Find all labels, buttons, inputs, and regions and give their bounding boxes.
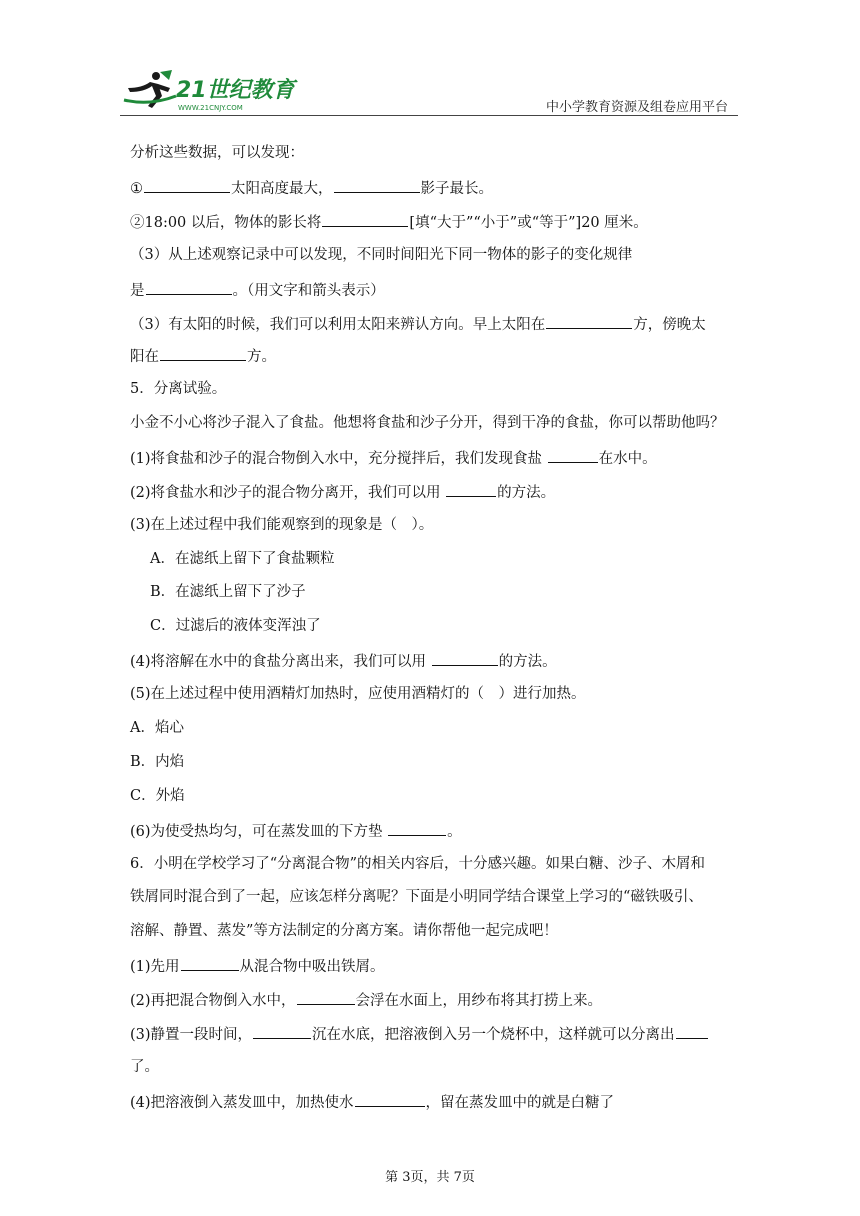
text-line: (2)再把混合物倒入水中， 会浮在水面上，用纱布将其打捞上来。 bbox=[130, 989, 602, 1011]
text-line: (2)将食盐水和沙子的混合物分离开，我们可以用 的方法。 bbox=[130, 481, 555, 503]
answer-blank[interactable] bbox=[388, 820, 446, 836]
platform-name: 中小学教育资源及组卷应用平台 bbox=[545, 100, 728, 115]
text-line: 溶解、静置、蒸发”等方法制定的分离方案。请你帮他一起完成吧！ bbox=[130, 923, 558, 939]
text-line: （3）有太阳的时候，我们可以利用太阳来辨认方向。早上太阳在 方，傍晚太 bbox=[130, 313, 706, 335]
text-line: (1)将食盐和沙子的混合物倒入水中，充分搅拌后，我们发现食盐 在水中。 bbox=[130, 447, 657, 469]
page-header bbox=[120, 66, 738, 116]
answer-blank[interactable] bbox=[334, 177, 420, 193]
answer-blank[interactable] bbox=[322, 211, 408, 227]
answer-blank[interactable] bbox=[297, 989, 355, 1005]
text-line: (1)先用 从混合物中吸出铁屑。 bbox=[130, 955, 385, 977]
text-line: ① 太阳高度最大， 影子最长。 bbox=[130, 177, 493, 199]
answer-blank[interactable] bbox=[160, 345, 246, 361]
text-line: 了。 bbox=[130, 1059, 159, 1075]
answer-blank[interactable] bbox=[146, 279, 232, 295]
text-line: (3)静置一段时间， 沉在水底，把溶液倒入另一个烧杯中，这样就可以分离出 bbox=[130, 1023, 709, 1045]
text-line: （3）从上述观察记录中可以发现，不同时间阳光下同一物体的影子的变化规律 bbox=[130, 247, 633, 263]
answer-blank[interactable] bbox=[181, 955, 239, 971]
text-line: 分析这些数据，可以发现： bbox=[130, 145, 304, 161]
text-line: 是 。（用文字和箭头表示） bbox=[130, 279, 385, 301]
logo-url: WWW.21CNJY.COM bbox=[178, 104, 243, 112]
text-line: (5)在上述过程中使用酒精灯加热时，应使用酒精灯的（ ）进行加热。 bbox=[130, 686, 586, 702]
text-line: 铁屑同时混合到了一起，应该怎样分离呢？下面是小明同学结合课堂上学习的“磁铁吸引、 bbox=[130, 889, 703, 905]
text-line: ②18:00 以后，物体的影长将 [填“大于”“小于”或“等于”]20 厘米。 bbox=[130, 211, 648, 233]
answer-blank[interactable] bbox=[432, 650, 498, 666]
answer-blank[interactable] bbox=[355, 1091, 425, 1107]
answer-blank[interactable] bbox=[253, 1023, 311, 1039]
header-divider bbox=[120, 115, 738, 116]
text-line: (4)将溶解在水中的食盐分离出来，我们可以用 的方法。 bbox=[130, 650, 557, 672]
answer-blank[interactable] bbox=[144, 177, 230, 193]
answer-blank[interactable] bbox=[548, 447, 598, 463]
21cnjy-logo bbox=[120, 66, 310, 114]
question-title: 5．分离试验。 bbox=[130, 381, 227, 397]
logo-text: 21世纪教育 bbox=[176, 78, 295, 103]
option-c[interactable]: C．过滤后的液体变浑浊了 bbox=[150, 618, 321, 634]
option-a[interactable]: A．焰心 bbox=[130, 720, 184, 736]
text-line: 小金不小心将沙子混入了食盐。他想将食盐和沙子分开，得到干净的食盐，你可以帮助他吗？ bbox=[130, 415, 725, 431]
question-title: 6．小明在学校学习了“分离混合物”的相关内容后，十分感兴趣。如果白糖、沙子、木屑和 bbox=[130, 856, 706, 872]
text-line: 阳在 方。 bbox=[130, 345, 276, 367]
option-b[interactable]: B．在滤纸上留下了沙子 bbox=[150, 584, 306, 600]
text-line: (6)为使受热均匀，可在蒸发皿的下方垫 。 bbox=[130, 820, 462, 842]
answer-blank[interactable] bbox=[676, 1023, 708, 1039]
page-number: 第 3页，共 7页 bbox=[385, 1170, 475, 1185]
answer-blank[interactable] bbox=[446, 481, 496, 497]
option-a[interactable]: A．在滤纸上留下了食盐颗粒 bbox=[150, 551, 335, 567]
option-b[interactable]: B．内焰 bbox=[130, 754, 185, 770]
answer-blank[interactable] bbox=[546, 313, 632, 329]
option-c[interactable]: C．外焰 bbox=[130, 788, 185, 804]
runner-icon bbox=[124, 70, 176, 108]
text-line: (4)把溶液倒入蒸发皿中，加热使水 ，留在蒸发皿中的就是白糖了 bbox=[130, 1091, 614, 1113]
text-line: (3)在上述过程中我们能观察到的现象是（ ）。 bbox=[130, 517, 434, 533]
